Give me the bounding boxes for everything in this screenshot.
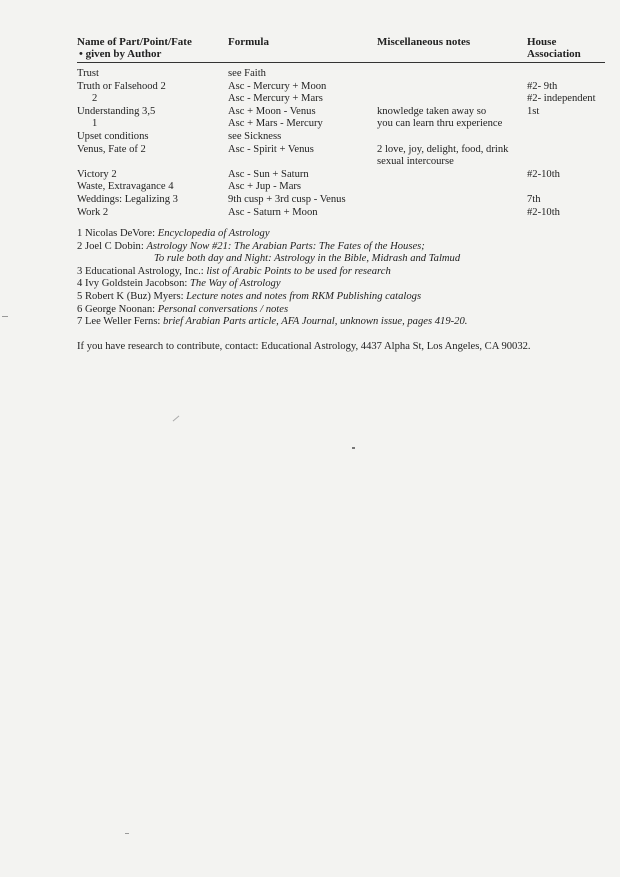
row-house: 7th [527, 193, 541, 205]
table-row [77, 194, 605, 207]
reference-item: 4 Ivy Goldstein Jacobson: The Way of Astrology [77, 278, 281, 290]
header-name [77, 36, 228, 60]
row-name: Truth or Falsehood 2 [77, 80, 166, 92]
row-name: Venus, Fate of 2 [77, 143, 146, 155]
row-formula: Asc - Mercury + Mars [228, 93, 323, 105]
row-name: 1 [92, 118, 98, 130]
scan-speck [125, 833, 129, 834]
reference-item-continued: To rule both day and Night: Astrology in the Bible, Midrash and Talmud [154, 253, 461, 265]
row-name: Work 2 [77, 206, 109, 218]
scan-speck [2, 316, 8, 317]
row-house [527, 118, 605, 131]
table-row [77, 106, 605, 119]
row-formula: Asc + Moon - Venus [228, 105, 316, 117]
header-notes: Miscellaneous notes [377, 36, 471, 48]
table-row [77, 169, 605, 182]
scan-speck [173, 416, 180, 422]
row-name: Upset conditions [77, 130, 149, 142]
header-name-sub: • given by Author [79, 48, 162, 60]
row-notes [377, 181, 527, 194]
row-notes [377, 93, 527, 106]
row-formula [228, 156, 377, 169]
row-formula: 9th cusp + 3rd cusp - Venus [228, 193, 346, 205]
table-row [77, 144, 605, 157]
row-formula: Asc - Spirit + Venus [228, 143, 314, 155]
row-notes [377, 81, 527, 94]
table-row [77, 156, 605, 169]
row-house [527, 181, 605, 194]
row-name: Victory 2 [77, 168, 117, 180]
row-notes: you can learn thru experience [377, 118, 503, 130]
reference-item: 3 Educational Astrology, Inc.: list of Arabic Points to be used for research [77, 265, 391, 277]
table-row [77, 118, 605, 131]
table-row [77, 207, 605, 220]
scan-speck [352, 447, 355, 449]
row-formula: Asc + Jup - Mars [228, 181, 302, 193]
row-formula: Asc - Mercury + Moon [228, 80, 327, 92]
header-house-label: House [527, 36, 557, 48]
table-row [77, 131, 605, 144]
row-formula: Asc - Saturn + Moon [228, 206, 318, 218]
row-house: #2- independent [527, 93, 596, 105]
row-notes: knowledge taken away so [377, 105, 487, 117]
reference-item: 2 Joel C Dobin: Astrology Now #21: The Arabian Parts: The Fates of the Houses; [77, 240, 425, 252]
reference-item: 5 Robert K (Buz) Myers: Lecture notes and notes from RKM Publishing catalogs [77, 290, 422, 302]
table-row [77, 93, 605, 106]
row-notes [377, 207, 527, 220]
header-house [527, 36, 605, 60]
row-formula: Asc + Mars - Mercury [228, 118, 323, 130]
row-house: 1st [527, 105, 540, 117]
row-house [527, 68, 605, 81]
row-house [527, 156, 605, 169]
row-house [527, 131, 605, 144]
arabian-parts-table [77, 36, 605, 219]
row-notes [377, 194, 527, 207]
table-row [77, 181, 605, 194]
row-notes [377, 169, 527, 182]
row-notes [377, 131, 527, 144]
row-formula: see Sickness [228, 130, 282, 142]
row-name: Weddings: Legalizing 3 [77, 193, 178, 205]
header-name-label: Name of Part/Point/Fate [77, 36, 192, 48]
row-house: #2- 9th [527, 80, 558, 92]
header-formula: Formula [228, 36, 269, 48]
row-house: #2-10th [527, 206, 560, 218]
row-name: Trust [77, 68, 99, 79]
row-notes: 2 love, joy, delight, food, drink [377, 143, 509, 155]
reference-item: 7 Lee Weller Ferns: brief Arabian Parts article, AFA Journal, unknown issue, pages 419-20. [77, 316, 468, 328]
row-notes [377, 68, 527, 81]
row-house [527, 144, 605, 157]
contact-line: If you have research to contribute, contact: Educational Astrology, 4437 Alpha St, Los Angeles, CA 90032. [77, 341, 531, 352]
table-row [77, 68, 605, 81]
row-notes: sexual intercourse [377, 156, 454, 168]
row-house: #2-10th [527, 168, 560, 180]
reference-item: 6 George Noonan: Personal conversations / notes [77, 303, 289, 315]
references-list [77, 228, 607, 329]
table-header [77, 36, 605, 63]
table-row [77, 81, 605, 94]
header-house-sub: Association [527, 48, 581, 60]
row-formula: Asc - Sun + Saturn [228, 168, 309, 180]
row-name: 2 [92, 93, 98, 105]
reference-item: 1 Nicolas DeVore: Encyclopedia of Astrology [77, 228, 270, 239]
row-name [77, 156, 228, 169]
row-formula: see Faith [228, 68, 266, 79]
row-name: Understanding 3,5 [77, 105, 156, 117]
row-name: Waste, Extravagance 4 [77, 181, 174, 193]
